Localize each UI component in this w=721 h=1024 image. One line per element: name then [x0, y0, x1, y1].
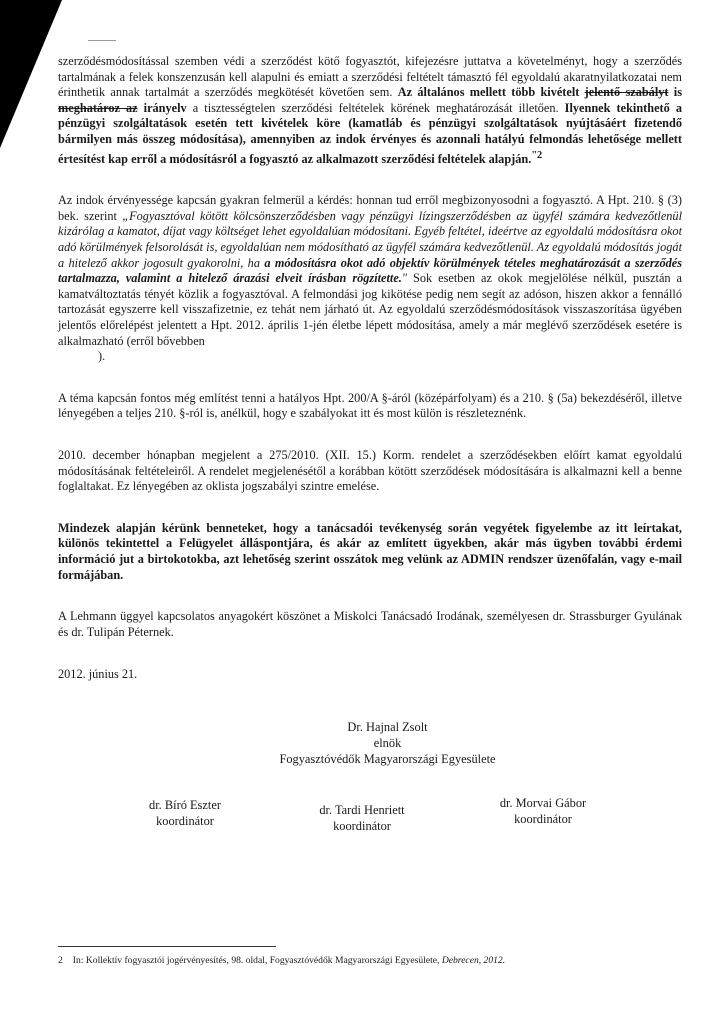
p2-text-3: ). [98, 349, 106, 364]
paragraph-2 [58, 193, 682, 365]
scan-mark [88, 40, 116, 41]
coordinator-name: dr. Morvai Gábor [499, 796, 587, 810]
paragraph-6: A Lehmann üggyel kapcsolatos anyagokért köszönet a Miskolci Tanácsadó Irodának, személyesen dr. Strassburger Gyulának és dr. Tulipán Péternek. [58, 609, 682, 639]
paragraph-1 [58, 54, 682, 167]
document-body [58, 54, 682, 683]
p2-quote-end: " [401, 271, 408, 286]
p2-text-2: Sok esetben az okok megjelölése nélkül, pusztán a kamatváltoztatás tényét közlik a fogyasztóval. A felmondási jog kikötése pedig nem segít az adóson, hiszen akkor a fennálló tartozását egyszerre kell visszafizetnie, ez tehát nem járható út. Az egyoldalú szerződésmódosítások visszaszorítása ügyében jelentős előrelépést jelentett a Hpt. 2012. április 1-jén életbe lépett módosítása, amely a már meglévő szerződések esetére is alkalmazható (erről bővebben [58, 271, 683, 348]
signature-coordinator-2 [272, 802, 452, 834]
signature-coordinator-3 [453, 795, 633, 827]
footnote-number: 2 [58, 955, 63, 966]
signer-role: elnök [373, 736, 402, 750]
footnote-divider [58, 946, 276, 947]
p1-strike-1: jelentő szabályt [584, 85, 669, 100]
signer-org: Fogyasztóvédők Magyarországi Egyesülete [279, 752, 496, 766]
signature-coordinator-1 [95, 797, 275, 829]
signature-main [0, 719, 721, 767]
p1-bold-1: Az általános mellett több kivételt [397, 85, 585, 100]
paragraph-4: 2010. december hónapban megjelent a 275/2010. (XII. 15.) Korm. rendelet a szerződésekben előírt kamat egyoldalú módosításának feltételeiről. A rendelet megjelenésétől a korábban kötött szerződések módosítására is alkalmazni kell a benne foglaltakat. Ez lényegében az oklista jogszabályi szintre emelése. [58, 447, 682, 494]
p2-quote-1: „Fogyasztóval kötött kölcsönszerződésben vagy pénzügyi lízingszerződésben az ügyfél számára kedvezőtlenül kizárólag a kamatot, díjat vagy költséget lehet egyoldalúan módosítani. Egyéb feltétel, ideértve az egyoldalú módosításra okot adó körülmények felsorolását is, egyoldalúan nem módosítható az ügyfél számára kedvezőtlenül. Az egyoldalú módosítás jogát a hitelező akkor jogosult gyakorolni, ha [58, 208, 682, 270]
footnote-place: Debrecen, 2012. [441, 955, 506, 966]
p1-bold-4: Ilyennek tekinthető a pénzügyi szolgáltatások esetén tett kivételek köre (kamatláb és pénzügyi szolgáltatások nyújtásáért fizetendő bármilyen más összeg módosítása), amennyiben az indok érvényes és azonnali hatályú felmondás lehetősége mellett értesítést kap erről a módosításról a fogyasztó az alkalmazott szerződési feltételek alapján. [58, 100, 683, 166]
paragraph-3: A téma kapcsán fontos még említést tenni a hatályos Hpt. 200/A §-áról (középárfolyam) és a 210. § (5a) bekezdéséről, illetve lényegében a teljes 210. §-ról is, anélkül, hogy e szabályokat itt és most külön is részleteznénk. [58, 390, 682, 421]
coordinator-role: koordinátor [333, 819, 391, 833]
coordinator-role: koordinátor [514, 812, 572, 826]
signer-name: Dr. Hajnal Zsolt [347, 720, 428, 734]
p2-quote-bold: a módosításra okot adó objektív körülmények tételes meghatározását a szerződés tartalmazza, valamint a hitelező árazási elveit írásban rögzítette. [58, 255, 682, 286]
paragraph-5: Mindezek alapján kérünk benneteket, hogy a tanácsadói tevékenység során vegyétek figyelembe az itt leírtakat, különös tekintettel a Felügyelet álláspontjára, és akár az említett ügyekben, akár más ügyben további érdemi információ jut a birtokotokba, azt lehetőség szerint osszátok meg velünk az ADMIN rendszer üzenőfalán, vagy e-mail formájában. [58, 520, 682, 582]
coordinator-role: koordinátor [156, 814, 214, 828]
p1-bold-2: is [668, 85, 682, 100]
coordinator-name: dr. Tardi Henriett [319, 803, 405, 817]
p2-text-1: Az indok érvényessége kapcsán gyakran felmerül a kérdés: honnan tud erről megbizonyosodni a fogyasztó. A Hpt. 210. § (3) bek. szerint [58, 193, 682, 223]
footnote [58, 955, 682, 967]
p1-text-2: a tisztességtelen szerződési feltételek körének meghatározását illetően. [186, 100, 565, 115]
document-date: 2012. június 21. [58, 667, 138, 682]
p1-bold-3: irányelv [137, 100, 187, 115]
p1-strike-2: meghatároz az [58, 100, 138, 115]
scan-corner-shadow [0, 0, 62, 148]
footnote-ref: "2 [531, 149, 543, 161]
footnote-text: In: Kollektív fogyasztói jogérvényesítés, 98. oldal, Fogyasztóvédők Magyarországi Egyesülete, [72, 955, 442, 966]
p1-text-1: szerződésmódosítással szemben védi a szerződést kötő fogyasztót, kifejezésre juttatva a követelményt, hogy a szerződés tartalmának a felek konszenzusán kell alapulni és emiatt a szerződési feltételt támasztó fél egyoldalú akaratnyilatkozatai nem érinthetik annak tartalmát a szerződés megkötését követően sem. [58, 54, 682, 100]
coordinator-name: dr. Bíró Eszter [149, 798, 221, 812]
